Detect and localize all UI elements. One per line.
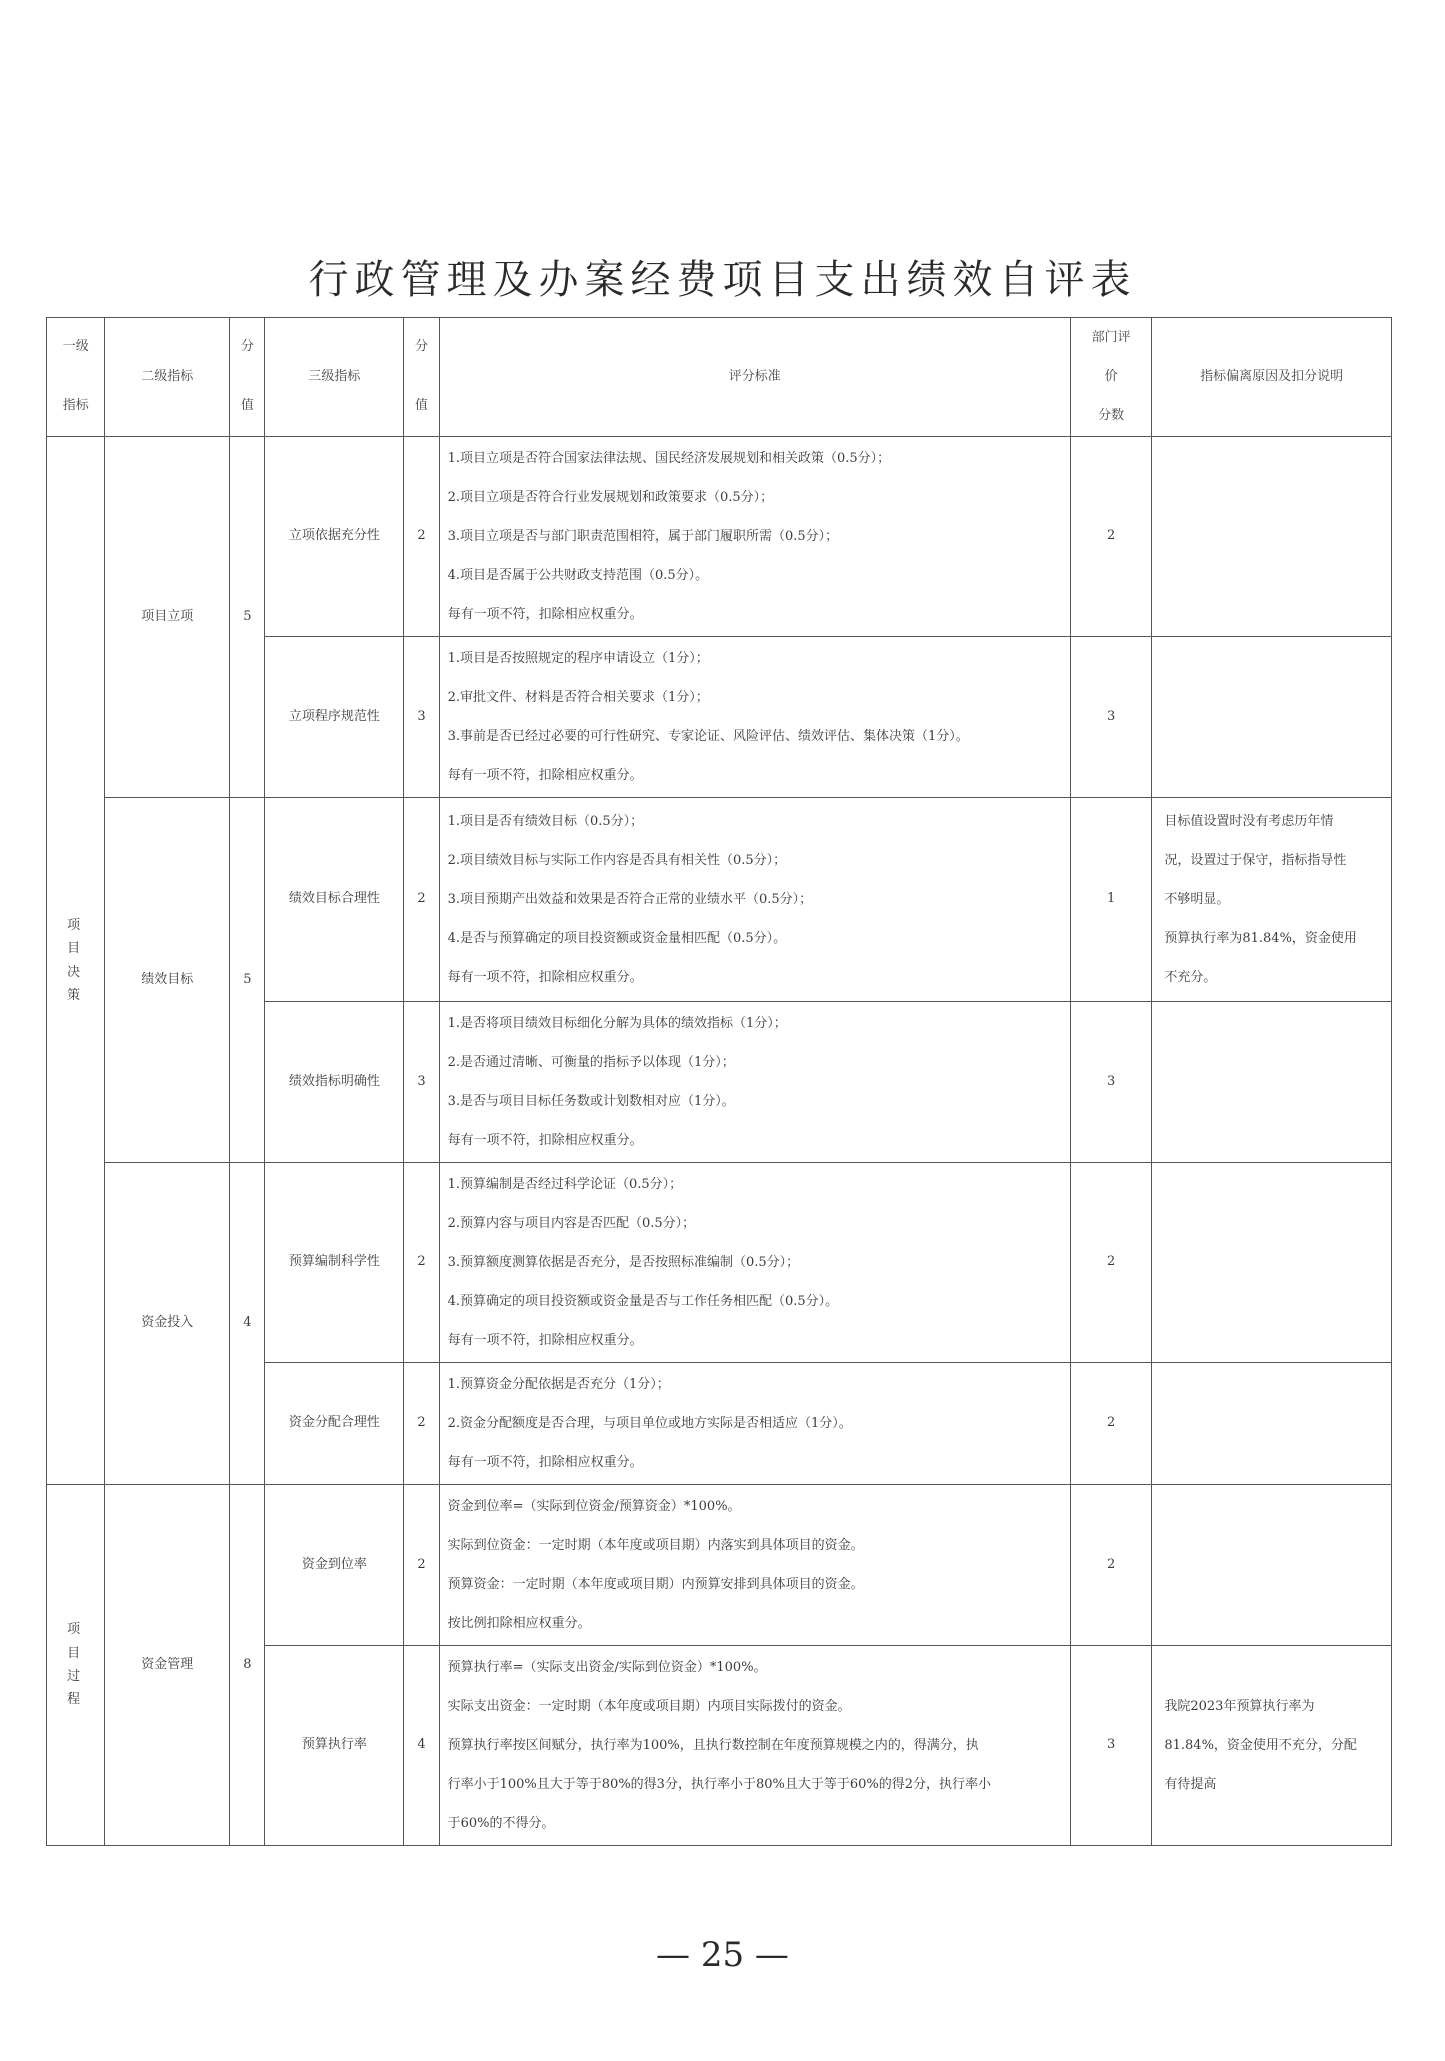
group-process: 项目 过程 (47, 1485, 105, 1846)
criteria-cell (439, 637, 1070, 798)
dept-score: 2 (1070, 437, 1152, 637)
header-level1: 一级 指标 (47, 318, 105, 437)
level3-name: 立项程序规范性 (265, 637, 404, 798)
criteria-cell (439, 1363, 1070, 1485)
criteria-cell (439, 1002, 1070, 1163)
reason-cell (1152, 798, 1392, 1002)
criteria-line: 3.项目预期产出效益和效果是否符合正常的业绩水平（0.5分）； (447, 892, 813, 907)
criteria-line: 每有一项不符，扣除相应权重分。 (447, 1133, 643, 1148)
level3-score: 3 (404, 637, 439, 798)
criteria-line: 实际到位资金：一定时期（本年度或项目期）内落实到具体项目的资金。 (447, 1538, 864, 1553)
criteria-line: 资金到位率=（实际到位资金/预算资金）*100%。 (447, 1499, 741, 1514)
header-score-a: 分 值 (230, 318, 265, 437)
level3-score: 2 (404, 1163, 439, 1363)
dept-score: 2 (1070, 1485, 1152, 1646)
criteria-line: 每有一项不符，扣除相应权重分。 (447, 607, 643, 622)
header-reason: 指标偏离原因及扣分说明 (1152, 318, 1392, 437)
level3-name: 预算执行率 (265, 1646, 404, 1846)
table-row (47, 437, 1392, 637)
criteria-line: 4.是否与预算确定的项目投资额或资金量相匹配（0.5分）。 (447, 931, 787, 946)
reason-cell (1152, 1363, 1392, 1485)
criteria-line: 2.预算内容与项目内容是否匹配（0.5分）； (447, 1216, 696, 1231)
level3-score: 2 (404, 437, 439, 637)
criteria-line: 3.项目立项是否与部门职责范围相符，属于部门履职所需（0.5分）； (447, 529, 839, 544)
table-row (47, 798, 1392, 1002)
level2-name: 绩效目标 (105, 798, 230, 1163)
criteria-line: 每有一项不符，扣除相应权重分。 (447, 970, 643, 985)
level3-score: 3 (404, 1002, 439, 1163)
criteria-line: 1.预算编制是否经过科学论证（0.5分）； (447, 1177, 683, 1192)
criteria-line: 2.审批文件、材料是否符合相关要求（1分）； (447, 690, 709, 705)
reason-cell (1152, 1646, 1392, 1846)
criteria-line: 2.项目绩效目标与实际工作内容是否具有相关性（0.5分）； (447, 853, 787, 868)
page-number: — 25 — (656, 1935, 789, 1975)
level3-score: 2 (404, 1363, 439, 1485)
header-dept-score: 部门评 价 分数 (1070, 318, 1152, 437)
header-criteria: 评分标准 (439, 318, 1070, 437)
criteria-line: 于60%的不得分。 (447, 1816, 555, 1831)
dept-score: 2 (1070, 1363, 1152, 1485)
level2-name: 资金管理 (105, 1485, 230, 1846)
reason-cell (1152, 1163, 1392, 1363)
level2-score: 5 (230, 798, 265, 1163)
criteria-cell (439, 1485, 1070, 1646)
dept-score: 3 (1070, 1646, 1152, 1846)
criteria-line: 按比例扣除相应权重分。 (447, 1616, 591, 1631)
criteria-line: 4.预算确定的项目投资额或资金量是否与工作任务相匹配（0.5分）。 (447, 1294, 839, 1309)
reason-cell (1152, 437, 1392, 637)
reason-line: 况，设置过于保守，指标指导性 (1164, 853, 1347, 868)
reason-cell (1152, 1485, 1392, 1646)
criteria-line: 3.是否与项目目标任务数或计划数相对应（1分）。 (447, 1094, 735, 1109)
level3-name: 绩效指标明确性 (265, 1002, 404, 1163)
reason-cell (1152, 1002, 1392, 1163)
reason-line: 我院2023年预算执行率为 (1164, 1699, 1315, 1714)
group-decision: 项目 决策 (47, 437, 105, 1485)
page-title: 行政管理及办案经费项目支出绩效自评表 (308, 257, 1137, 303)
criteria-line: 预算资金：一定时期（本年度或项目期）内预算安排到具体项目的资金。 (447, 1577, 864, 1592)
dept-score: 3 (1070, 1002, 1152, 1163)
reason-line: 目标值设置时没有考虑历年情 (1164, 814, 1334, 829)
level3-name: 资金分配合理性 (265, 1363, 404, 1485)
header-level2: 二级指标 (105, 318, 230, 437)
level3-score: 2 (404, 1485, 439, 1646)
reason-line: 预算执行率为81.84%，资金使用 (1164, 931, 1357, 946)
criteria-line: 实际支出资金：一定时期（本年度或项目期）内项目实际拨付的资金。 (447, 1699, 851, 1714)
level2-score: 4 (230, 1163, 265, 1485)
criteria-line: 3.事前是否已经过必要的可行性研究、专家论证、风险评估、绩效评估、集体决策（1分）。 (447, 729, 969, 744)
criteria-cell (439, 1646, 1070, 1846)
criteria-line: 1.项目是否有绩效目标（0.5分）； (447, 814, 644, 829)
dept-score: 1 (1070, 798, 1152, 1002)
criteria-cell (439, 1163, 1070, 1363)
dept-score: 2 (1070, 1163, 1152, 1363)
criteria-line: 1.预算资金分配依据是否充分（1分）； (447, 1377, 670, 1392)
criteria-line: 每有一项不符，扣除相应权重分。 (447, 1333, 643, 1348)
level3-score: 4 (404, 1646, 439, 1846)
criteria-line: 3.预算额度测算依据是否充分，是否按照标准编制（0.5分）； (447, 1255, 800, 1270)
criteria-line: 预算执行率按区间赋分，执行率为100%，且执行数控制在年度预算规模之内的，得满分，执 (447, 1738, 979, 1753)
dept-score: 3 (1070, 637, 1152, 798)
criteria-cell (439, 798, 1070, 1002)
level2-name: 项目立项 (105, 437, 230, 798)
header-score-b: 分 值 (404, 318, 439, 437)
header-row (47, 318, 1392, 437)
criteria-line: 2.资金分配额度是否合理，与项目单位或地方实际是否相适应（1分）。 (447, 1416, 852, 1431)
reason-line: 有待提高 (1164, 1777, 1217, 1792)
criteria-line: 1.项目立项是否符合国家法律法规、国民经济发展规划和相关政策（0.5分）； (447, 451, 891, 466)
level2-score: 5 (230, 437, 265, 798)
level3-score: 2 (404, 798, 439, 1002)
criteria-cell (439, 437, 1070, 637)
level2-score: 8 (230, 1485, 265, 1846)
reason-line: 不充分。 (1164, 970, 1217, 985)
level3-name: 预算编制科学性 (265, 1163, 404, 1363)
reason-line: 81.84%，资金使用不充分，分配 (1164, 1738, 1357, 1753)
header-level3: 三级指标 (265, 318, 404, 437)
evaluation-table (46, 317, 1392, 1846)
criteria-line: 预算执行率=（实际支出资金/实际到位资金）*100%。 (447, 1660, 767, 1675)
criteria-line: 2.是否通过清晰、可衡量的指标予以体现（1分）； (447, 1055, 735, 1070)
criteria-line: 2.项目立项是否符合行业发展规划和政策要求（0.5分）； (447, 490, 774, 505)
reason-line: 不够明显。 (1164, 892, 1230, 907)
criteria-line: 每有一项不符，扣除相应权重分。 (447, 768, 643, 783)
table-row (47, 1485, 1392, 1646)
level3-name: 资金到位率 (265, 1485, 404, 1646)
level3-name: 绩效目标合理性 (265, 798, 404, 1002)
criteria-line: 行率小于100%且大于等于80%的得3分，执行率小于80%且大于等于60%的得2分，执行率小 (447, 1777, 992, 1792)
criteria-line: 4.项目是否属于公共财政支持范围（0.5分）。 (447, 568, 709, 583)
criteria-line: 每有一项不符，扣除相应权重分。 (447, 1455, 643, 1470)
criteria-line: 1.项目是否按照规定的程序申请设立（1分）； (447, 651, 709, 666)
reason-cell (1152, 637, 1392, 798)
table-row (47, 1163, 1392, 1363)
level3-name: 立项依据充分性 (265, 437, 404, 637)
criteria-line: 1.是否将项目绩效目标细化分解为具体的绩效指标（1分）； (447, 1016, 787, 1031)
level2-name: 资金投入 (105, 1163, 230, 1485)
